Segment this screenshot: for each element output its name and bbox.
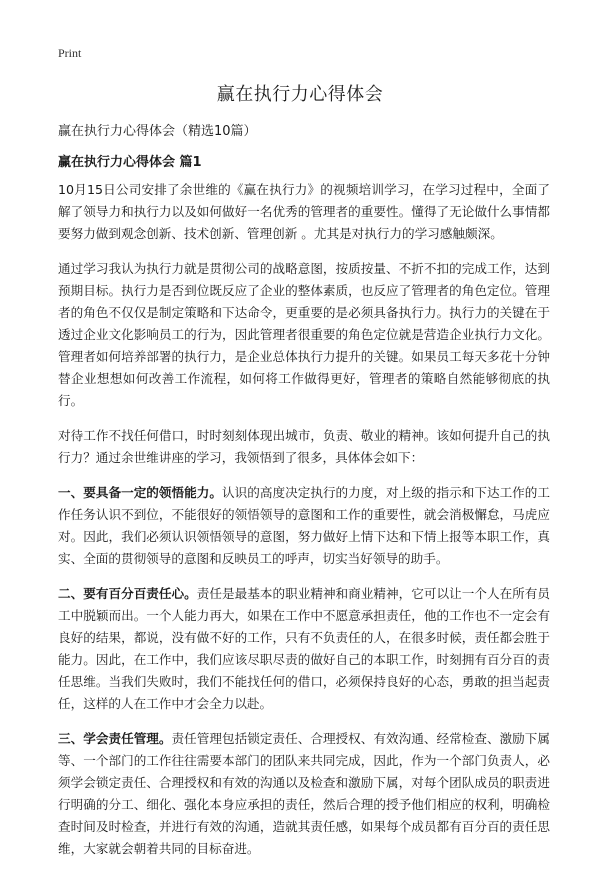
- point-3-text: 责任管理包括锁定责任、合理授权、有效沟通、经常检查、激励下属等、一个部门的工作往往需要本部门的团队来共同完成，因此，作为一个部门负责人，必须学会锁定责任、合理授权和有效的沟通以及检查和激励下属，对每个团队成员的职责进行明确的分工、细化、强化本身应承担的责任，然后合理的授予他们相应的权利，明确检查时间及时检查，并进行有效的沟通，造就其责任感，如果每个成员都有百分百的责任思维，大家就会朝着共同的目标奋进。: [58, 731, 551, 856]
- point-2-text: 责任是最基本的职业精神和商业精神，它可以让一个人在所有员工中脱颖而出。一个人能力再大，如果在工作中不愿意承担责任，他的工作也不一定会有良好的结果，都说，没有做不好的工作，只有不负责任的人，在很多时候，责任都会胜于能力。因此，在工作中，我们应该尽职尽责的做好自己的本职工作，时刻拥有百分百的责任思维。当我们失败时，我们不能找任何的借口，必须保持良好的心态，勇敢的担当起责任，这样的人在工作中才会全力以赴。: [58, 586, 551, 711]
- point-3-heading: 三、学会责任管理。: [58, 731, 172, 746]
- paragraph-point-3: [58, 728, 550, 860]
- point-1-text: 认识的高度决定执行的力度，对上级的指示和下达工作的工作任务认识不到位，不能很好的领悟领导的意图和工作的重要性，就会消极懈怠，马虎应对。因此，我们必须认识领悟领导的意图，努力做好上情下达和下情上报等本职工作，真实、全面的贯彻领导的意图和反映员工的呼声，切实当好领导的助手。: [58, 485, 551, 566]
- point-2-heading: 二、要有百分百责任心。: [58, 586, 197, 601]
- print-link[interactable]: Print: [58, 46, 82, 60]
- section-heading: 赢在执行力心得体会 篇1: [58, 155, 202, 170]
- paragraph-attitude: 对待工作不找任何借口，时时刻刻体现出城市，负责、敬业的精神。该如何提升自己的执行力？通过余世维讲座的学习，我领悟到了很多，具体体会如下：: [58, 428, 550, 465]
- document-subtitle: 赢在执行力心得体会（精选10篇）: [58, 124, 257, 139]
- paragraph-point-2: [58, 583, 550, 715]
- point-1-heading: 一、要具备一定的领悟能力。: [58, 485, 223, 500]
- page-title: 赢在执行力心得体会: [216, 84, 384, 105]
- article-body: [58, 179, 550, 873]
- paragraph-execution: 通过学习我认为执行力就是贯彻公司的战略意图，按质按量、不折不扣的完成工作，达到预期目标。执行力是否到位既反应了企业的整体素质，也反应了管理者的角色定位。管理者的角色不仅仅是制定策略和下达命令，更重要的是必须具备执行力。执行力的关键在于透过企业文化影响员工的行为，因此管理者很重要的角色定位就是营造企业执行力文化。管理者如何培养部署的执行力，是企业总体执行力提升的关键。如果员工每天多花十分钟替企业想想如何改善工作流程，如何将工作做得更好，管理者的策略自然能够彻底的执行。: [58, 261, 550, 408]
- paragraph-point-1: [58, 482, 550, 570]
- paragraph-intro: 10月15日公司安排了余世维的《赢在执行力》的视频培训学习，在学习过程中，全面了解了领导力和执行力以及如何做好一名优秀的管理者的重要性。懂得了无论做什么事情都要努力做到观念创新、技术创新、管理创新 。尤其是对执行力的学习感触颇深。: [58, 182, 550, 241]
